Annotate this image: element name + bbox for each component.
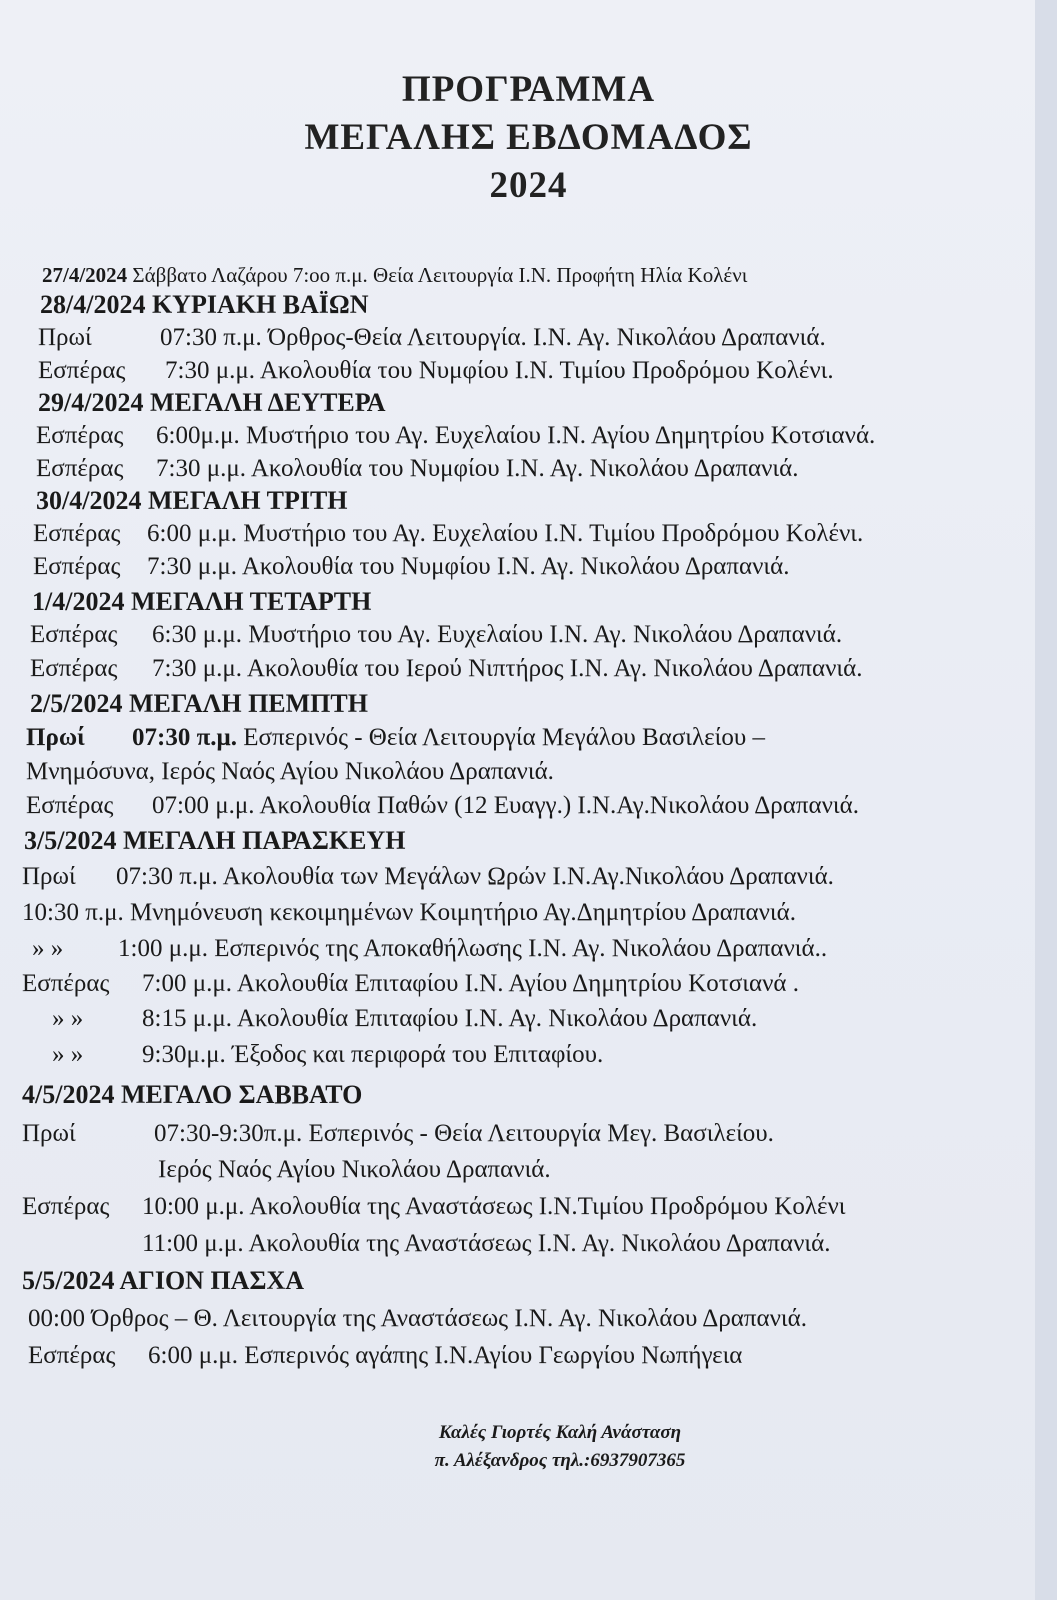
time-of-day-label: Εσπέρας	[33, 553, 121, 580]
title-line2: ΜΕΓΑΛΗΣ ΕΒΔΟΜΑΔΟΣ	[304, 117, 753, 158]
time-of-day-label: Πρωί	[26, 724, 85, 751]
service-line	[26, 791, 859, 821]
service-line	[22, 969, 799, 999]
service-text: 7:30 μ.μ. Ακολουθία του Νυμφίου Ι.Ν. Αγ. Νικολάου Δραπανιά.	[156, 455, 799, 482]
time-of-day-label: Εσπέρας	[38, 357, 126, 384]
time-of-day-label: Πρωί	[38, 324, 92, 351]
service-line	[26, 723, 765, 753]
time-of-day-label: Εσπέρας	[26, 792, 114, 819]
ditto-marks: » »	[32, 935, 64, 962]
title-year: 2024	[489, 165, 568, 206]
intro-text: Σάββατο Λαζάρου 7:οο π.μ. Θεία Λειτουργία Ι.Ν. Προφήτη Ηλία Κολένι	[132, 263, 748, 287]
service-text: Εσπερινός - Θεία Λειτουργία Μεγάλου Βασιλείου –	[243, 724, 765, 751]
time-of-day-label: Εσπέρας	[30, 655, 118, 682]
service-text: 07:00 μ.μ. Ακολουθία Παθών (12 Ευαγγ.) Ι.Ν.Αγ.Νικολάου Δραπανιά.	[152, 792, 859, 819]
service-line	[30, 654, 862, 684]
time-of-day-label: Πρωί	[22, 863, 76, 890]
time-of-day-label: Εσπέρας	[33, 520, 121, 547]
service-line	[38, 356, 834, 386]
service-text: 6:00μ.μ. Μυστήριο του Αγ. Ευχελαίου Ι.Ν. Αγίου Δημητρίου Κοτσιανά.	[156, 422, 876, 449]
service-text: 7:30 μ.μ. Ακολουθία του Ιερού Νιπτήρος Ι.Ν. Αγ. Νικολάου Δραπανιά.	[152, 655, 863, 682]
day-heading-palm-sunday: 28/4/2024 ΚΥΡΙΑΚΗ ΒΑΪΩΝ	[40, 290, 369, 319]
service-text: 7:30 μ.μ. Ακολουθία του Νυμφίου Ι.Ν. Αγ. Νικολάου Δραπανιά.	[147, 553, 790, 580]
service-line	[22, 862, 834, 892]
service-line	[22, 1119, 774, 1149]
service-text: 6:30 μ.μ. Μυστήριο του Αγ. Ευχελαίου Ι.Ν. Αγ. Νικολάου Δραπανιά.	[152, 621, 843, 648]
service-line-continued: Μνημόσυνα, Ιερός Ναός Αγίου Νικολάου Δραπανιά.	[26, 758, 554, 785]
day-heading-holy-tuesday: 30/4/2024 ΜΕΓΑΛΗ ΤΡΙΤΗ	[36, 486, 348, 515]
service-line	[33, 552, 790, 582]
time-of-day-label: Εσπέρας	[22, 1193, 110, 1220]
service-text: 7:30 μ.μ. Ακολουθία του Νυμφίου Ι.Ν. Τιμίου Προδρόμου Κολένι.	[165, 357, 834, 384]
service-line	[36, 421, 875, 451]
service-line	[36, 454, 799, 484]
service-text: 7:00 μ.μ. Ακολουθία Επιταφίου Ι.Ν. Αγίου Δημητρίου Κοτσιανά .	[142, 970, 799, 997]
day-heading-holy-monday: 29/4/2024 ΜΕΓΑΛΗ ΔΕΥΤΕΡΑ	[38, 388, 386, 417]
service-text: 07:30 π.μ. Ακολουθία των Μεγάλων Ωρών Ι.Ν.Αγ.Νικολάου Δραπανιά.	[116, 863, 834, 890]
day-heading-holy-friday: 3/5/2024 ΜΕΓΑΛΗ ΠΑΡΑΣΚΕΥΗ	[24, 826, 406, 855]
service-text: 8:15 μ.μ. Ακολουθία Επιταφίου Ι.Ν. Αγ. Νικολάου Δραπανιά.	[142, 1005, 758, 1032]
time-of-day-label: Εσπέρας	[22, 970, 110, 997]
time-of-day-label: Εσπέρας	[36, 455, 124, 482]
footer-greeting: Καλές Γιορτές Καλή Ανάσταση	[438, 1422, 682, 1443]
service-line	[52, 1004, 757, 1034]
service-text: 07:30-9:30π.μ. Εσπερινός - Θεία Λειτουργία Μεγ. Βασιλείου.	[154, 1120, 774, 1147]
service-time: 07:30 π.μ.	[132, 724, 237, 751]
paper-edge	[1035, 0, 1057, 1600]
service-line	[30, 620, 842, 650]
service-text: 6:00 μ.μ. Μυστήριο του Αγ. Ευχελαίου Ι.Ν. Τιμίου Προδρόμου Κολένι.	[147, 520, 864, 547]
service-line	[33, 519, 863, 549]
ditto-marks: » »	[52, 1005, 84, 1032]
service-text: 07:30 π.μ. Όρθρος-Θεία Λειτουργία. Ι.Ν. Αγ. Νικολάου Δραπανιά.	[160, 324, 826, 351]
service-text: 1:00 μ.μ. Εσπερινός της Αποκαθήλωσης Ι.Ν. Αγ. Νικολάου Δραπανιά..	[118, 935, 828, 962]
intro-line	[42, 260, 747, 290]
footer-contact: π. Αλέξανδρος τηλ.:6937907365	[434, 1450, 686, 1471]
time-of-day-label: Εσπέρας	[30, 621, 118, 648]
service-line-continued: Ιερός Ναός Αγίου Νικολάου Δραπανιά.	[158, 1156, 551, 1183]
time-of-day-label: Εσπέρας	[28, 1342, 116, 1369]
time-of-day-label: Πρωί	[22, 1120, 76, 1147]
service-text: 9:30μ.μ. Έξοδος και περιφορά του Επιταφίου.	[142, 1041, 604, 1068]
service-line	[22, 1192, 846, 1222]
title-line1: ΠΡΟΓΡΑΜΜΑ	[401, 69, 656, 110]
time-of-day-label: Εσπέρας	[36, 422, 124, 449]
service-line	[38, 323, 826, 353]
day-heading-easter-sunday: 5/5/2024 ΑΓΙΟΝ ΠΑΣΧΑ	[22, 1266, 305, 1295]
day-heading-holy-thursday: 2/5/2024 ΜΕΓΑΛΗ ΠΕΜΠΤΗ	[30, 689, 368, 718]
ditto-marks: » »	[52, 1041, 84, 1068]
day-heading-holy-saturday: 4/5/2024 ΜΕΓΑΛΟ ΣΑΒΒΑΤΟ	[22, 1080, 363, 1109]
service-text: 10:00 μ.μ. Ακολουθία της Αναστάσεως Ι.Ν.Τιμίου Προδρόμου Κολένι	[142, 1193, 846, 1220]
service-line: 00:00 Όρθρος – Θ. Λειτουργία της Αναστάσεως Ι.Ν. Αγ. Νικολάου Δραπανιά.	[28, 1305, 807, 1332]
day-heading-holy-wednesday: 1/4/2024 ΜΕΓΑΛΗ ΤΕΤΑΡΤΗ	[32, 587, 372, 616]
service-text: 6:00 μ.μ. Εσπερινός αγάπης Ι.Ν.Αγίου Γεωργίου Νωπήγεια	[148, 1342, 743, 1369]
service-line	[52, 1040, 603, 1070]
service-line	[28, 1341, 742, 1371]
service-line: 11:00 μ.μ. Ακολουθία της Αναστάσεως Ι.Ν. Αγ. Νικολάου Δραπανιά.	[142, 1230, 831, 1257]
service-line	[32, 934, 827, 964]
intro-date: 27/4/2024	[42, 263, 128, 287]
service-line: 10:30 π.μ. Μνημόνευση κεκοιμημένων Κοιμητήριο Αγ.Δημητρίου Δραπανιά.	[22, 899, 796, 926]
